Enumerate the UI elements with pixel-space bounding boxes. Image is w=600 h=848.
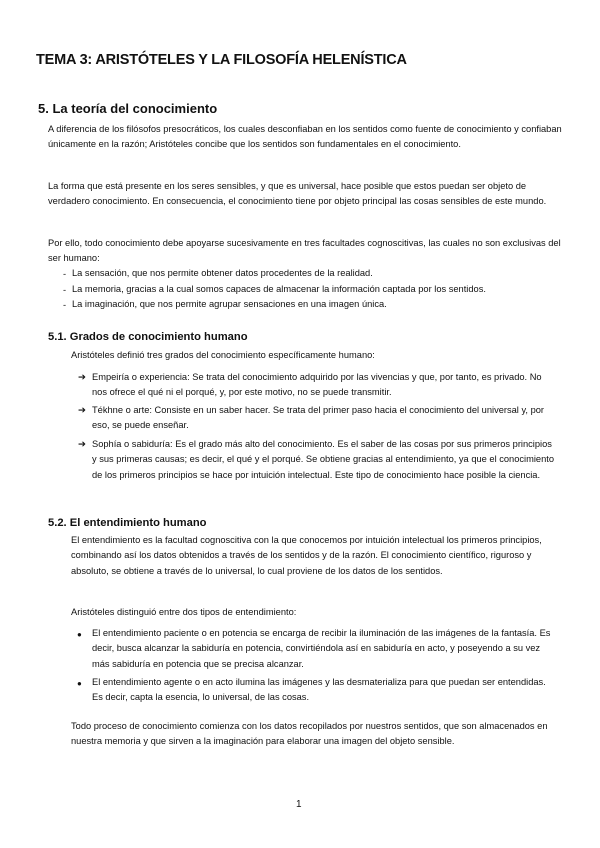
- arrow-icon: ➔: [78, 439, 86, 450]
- section-5-paragraph-1: A diferencia de los filósofos presocráticos, los cuales desconfiaban en los sentidos como fuente de conocimiento y confiaban únicamente en la razón; Aristóteles concibe que los sentidos son fundamentales en el conocimiento.: [48, 124, 562, 150]
- section-5-1-intro: Aristóteles definió tres grados del conocimiento específicamente humano:: [71, 350, 375, 360]
- arrow-icon: ➔: [78, 372, 86, 383]
- section-5-2-paragraph-1: El entendimiento es la facultad cognoscitiva con la que conocemos por intuición intelectual los primeros principios, combinando así los datos obtenidos a través de los sentidos y de la razón. El conocimiento científico, riguroso y absoluto, se obtiene a través de lo universal, lo cual proviene de los datos de los sentidos.: [71, 535, 542, 576]
- list-dash: -: [63, 269, 67, 279]
- section-5-paragraph-3: Por ello, todo conocimiento debe apoyarse sucesivamente en tres facultades cognoscitivas, las cuales no son exclusivas del ser humano:: [48, 238, 561, 264]
- bullet-icon: ●: [77, 679, 82, 688]
- bullet-icon: ●: [77, 630, 82, 639]
- list-item-imagination: La imaginación, que nos permite agrupar sensaciones en una imagen única.: [72, 299, 387, 309]
- page-number: 1: [296, 799, 302, 810]
- section-5-1-heading: 5.1. Grados de conocimiento humano: [48, 331, 248, 343]
- section-5-heading: 5. La teoría del conocimiento: [38, 101, 218, 116]
- section-5-2-paragraph-2: Aristóteles distinguió entre dos tipos de entendimiento:: [71, 607, 297, 617]
- list-item-memory: La memoria, gracias a la cual somos capaces de almacenar la información captada por los sentidos.: [72, 284, 486, 294]
- arrow-icon: ➔: [78, 405, 86, 416]
- understanding-item-agente: El entendimiento agente o en acto ilumina las imágenes y las desmaterializa para que puedan ser entendidas. Es decir, capta la esencia, lo universal, de las cosas.: [92, 677, 546, 703]
- degree-item-empeiria: Empeiría o experiencia: Se trata del conocimiento adquirido por las vivencias y que, por tanto, es privado. No nos ofrece el qué ni el porqué, y, por este motivo, no se puede transmitir.: [92, 372, 542, 398]
- degree-item-sophia: Sophía o sabiduría: Es el grado más alto del conocimiento. Es el saber de las cosas por sus primeros principios y sus primeras causas; es decir, el qué y el porqué. Se obtiene gracias al entendimiento, ya que el conocimiento de los primeros principios se hace por intuición intelectual. Este tipo de conocimiento hace posible la ciencia.: [92, 439, 555, 480]
- section-5-2-paragraph-3: Todo proceso de conocimiento comienza con los datos recopilados por nuestros sentidos, que son almacenados en nuestra memoria y que sirven a la imaginación para elaborar una imagen del objeto sensible.: [71, 721, 548, 747]
- list-dash: -: [63, 300, 67, 310]
- understanding-item-paciente: El entendimiento paciente o en potencia se encarga de recibir la iluminación de las imágenes de la fantasía. Es decir, busca alcanzar la sabiduría en potencia, convirtiéndola así en sabiduría en acto, y poseyendo a su vez más sabiduría en potencia que se precisa alcanzar.: [92, 628, 551, 669]
- section-5-paragraph-2: La forma que está presente en los seres sensibles, y que es universal, hace posible que estos puedan ser objeto de verdadero conocimiento. En consecuencia, el conocimiento tiene por objeto principal las cosas sensibles de este mundo.: [48, 181, 547, 207]
- degree-item-tekhne: Tékhne o arte: Consiste en un saber hacer. Se trata del primer paso hacia el conocimiento del universal y, por eso, se puede enseñar.: [92, 405, 545, 431]
- list-dash: -: [63, 285, 67, 295]
- document-title: TEMA 3: ARISTÓTELES Y LA FILOSOFÍA HELENÍSTICA: [36, 52, 407, 68]
- section-5-2-heading: 5.2. El entendimiento humano: [48, 517, 207, 529]
- list-item-sensation: La sensación, que nos permite obtener datos procedentes de la realidad.: [72, 268, 373, 278]
